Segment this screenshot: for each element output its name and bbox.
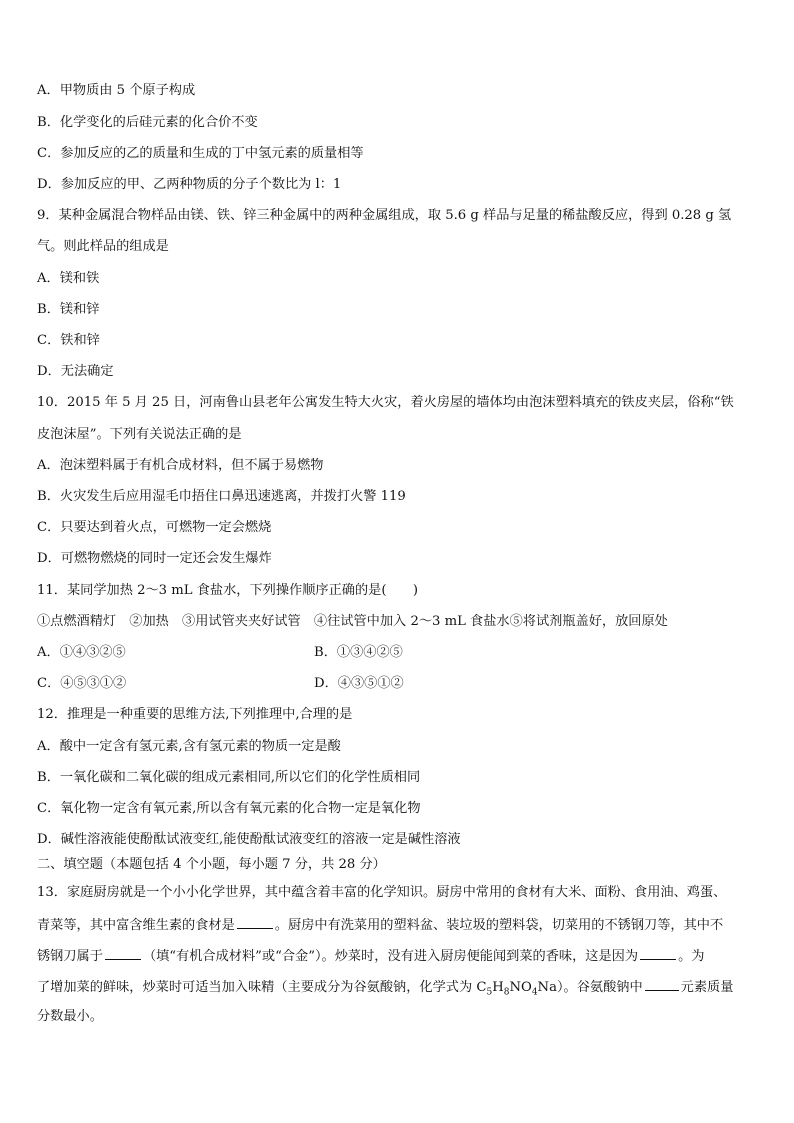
q11-option-c: C．④⑤③①②	[37, 676, 127, 691]
q11-option-b: B．①③④②⑤	[314, 645, 403, 660]
q13-line3: 锈钢刀属于 （填“有机合成材料”或“合金”）。炒菜时，没有进入厨房便能闻到菜的香味，这是因为 。为	[37, 946, 762, 966]
q11-option-a: A．①④③②⑤	[37, 645, 126, 660]
q12-option-d: D．碱性溶液能使酚酞试液变红,能使酚酞试液变红的溶液一定是碱性溶液	[37, 832, 461, 847]
q10-option-b: B．火灾发生后应用湿毛巾捂住口鼻迅速逃离，并拨打火警 119	[37, 489, 406, 504]
q10-stem-line1: 10．2015 年 5 月 25 日，河南鲁山县老年公寓发生特大火灾，着火房屋的墙体均由泡沫塑料填充的铁皮夹层，俗称“铁	[37, 395, 734, 410]
q9-option-c: C．铁和锌	[37, 333, 100, 348]
q13-line1: 13．家庭厨房就是一个小小化学世界，其中蕴含着丰富的化学知识。厨房中常用的食材有大米、面粉、食用油、鸡蛋、	[37, 885, 727, 900]
q11-stem: 11．某同学加热 2～3 mL 食盐水，下列操作顺序正确的是( )	[37, 583, 418, 598]
q11-options-row1	[37, 644, 762, 662]
q10-option-c: C．只要达到着火点，可燃物一定会燃烧	[37, 520, 272, 535]
q11-option-d: D．④③⑤①②	[314, 676, 404, 691]
q8-option-c: C．参加反应的乙的质量和生成的丁中氢元素的质量相等	[37, 146, 364, 161]
q13-line2: 青菜等，其中富含维生素的食材是 。厨房中有洗菜用的塑料盆、装垃圾的塑料袋，切菜用的不锈钢刀等，其中不	[37, 915, 762, 935]
q9-option-a: A．镁和铁	[37, 271, 100, 286]
q11-options-row2	[37, 675, 762, 693]
q11-steps: ①点燃酒精灯 ②加热 ③用试管夹夹好试管 ④往试管中加入 2～3 mL 食盐水⑤将试剂瓶盖好，放回原处	[37, 614, 668, 629]
answer-blank-2[interactable]	[105, 946, 141, 960]
q10-option-d: D．可燃物燃烧的同时一定还会发生爆炸	[37, 551, 272, 566]
q12-stem: 12．推理是一种重要的思维方法,下列推理中,合理的是	[37, 707, 353, 722]
q9-option-b: B．镁和锌	[37, 302, 100, 317]
q9-option-d: D．无法确定	[37, 364, 114, 379]
q8-option-b: B．化学变化的后硅元素的化合价不变	[37, 115, 258, 130]
q13-line5: 分数最小。	[37, 1009, 103, 1024]
q12-option-a: A．酸中一定含有氢元素,含有氢元素的物质一定是酸	[37, 739, 341, 754]
q13-line4: 了增加菜的鲜味，炒菜时可适当加入味精（主要成分为谷氨酸钠，化学式为 $C_5H_8NO_4Na$）。谷氨酸钠中 元素质量	[37, 977, 762, 997]
section-heading-fill-in: 二、填空题（本题包括 4 个小题，每小题 7 分，共 28 分）	[37, 857, 386, 872]
answer-blank-3[interactable]	[640, 946, 676, 960]
q9-stem-line2: 气。则此样品的组成是	[37, 239, 169, 254]
q8-option-a: A．甲物质由 5 个原子构成	[37, 83, 196, 98]
answer-blank-4[interactable]	[645, 977, 679, 991]
q8-option-d: D．参加反应的甲、乙两种物质的分子个数比为 l：1	[37, 177, 342, 192]
q10-stem-line2: 皮泡沫屋”。下列有关说法正确的是	[37, 427, 242, 442]
q10-option-a: A．泡沫塑料属于有机合成材料，但不属于易燃物	[37, 458, 324, 473]
q12-option-c: C．氧化物一定含有氧元素,所以含有氧元素的化合物一定是氧化物	[37, 801, 421, 816]
q12-option-b: B．一氧化碳和二氧化碳的组成元素相同,所以它们的化学性质相同	[37, 770, 421, 785]
answer-blank-1[interactable]	[237, 915, 273, 929]
q9-stem-line1: 9．某种金属混合物样品由镁、铁、锌三种金属中的两种金属组成，取 5.6 g 样品与足量的稀盐酸反应，得到 0.28 g 氢	[37, 208, 732, 223]
